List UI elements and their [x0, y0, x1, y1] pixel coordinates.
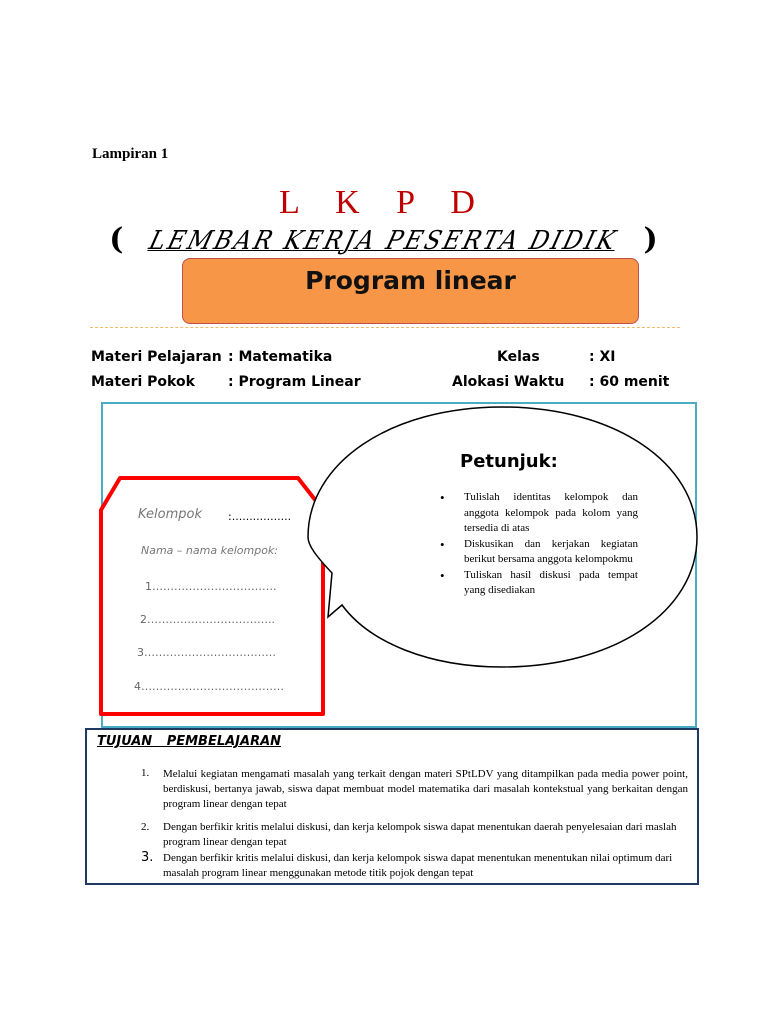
- alokasi-waktu-value: : 60 menit: [589, 374, 670, 390]
- materi-pokok-value: : Program Linear: [228, 374, 361, 390]
- member-line-4[interactable]: 4…………………………………: [134, 680, 284, 693]
- lampiran-label: Lampiran 1: [92, 146, 169, 162]
- petunjuk-list: [438, 490, 638, 599]
- petunjuk-item: • Tuliskan hasil diskusi pada tempat yang disediakan: [438, 568, 638, 599]
- tujuan-title: TUJUAN PEMBELAJARAN: [97, 734, 282, 749]
- objective-text: Dengan berfikir kritis melalui diskusi, dan kerja kelompok siswa dapat menentukan menentukan nilai optimum dari masalah program linear menggunakan metode titik pojok dengan tepat: [163, 852, 673, 879]
- subtitle-close-paren: ): [643, 222, 659, 257]
- nama-kelompok-label: Nama – nama kelompok:: [141, 544, 279, 557]
- objective-number: 1.: [141, 767, 150, 779]
- objective-text: Dengan berfikir kritis melalui diskusi, dan kerja kelompok siswa dapat menentukan daerah penyelesaian dari maslah program linear dengan tepat: [163, 821, 677, 848]
- kelas-label: Kelas: [497, 349, 540, 365]
- subtitle-text: LEMBAR KERJA PESERTA DIDIK: [146, 226, 622, 256]
- subtitle-open-paren: (: [109, 222, 125, 257]
- topic-banner-text: Program linear: [305, 266, 516, 295]
- materi-pelajaran-label: Materi Pelajaran: [91, 349, 222, 365]
- member-line-2[interactable]: 2……………………………..: [140, 613, 275, 626]
- petunjuk-title: Petunjuk:: [460, 451, 558, 472]
- objective-text: Melalui kegiatan mengamati masalah yang terkait dengan materi SPtLDV yang ditampilkan pada media power point, berdiskusi, bertanya jawab, siswa dapat membuat model matematika dari masalah kontekstual yang berkaitan dengan program linear dengan tepat: [163, 768, 688, 810]
- objective-number: 2.: [141, 821, 150, 833]
- petunjuk-item: • Tulislah identitas kelompok dan anggota kelompok pada kolom yang tersedia di atas: [438, 490, 638, 537]
- petunjuk-item: • Diskusikan dan kerjakan kegiatan berikut bersama anggota kelompokmu: [438, 537, 638, 568]
- kelas-value: : XI: [589, 349, 616, 365]
- objective-number: 3.: [141, 850, 154, 865]
- kelompok-input[interactable]: :.................: [228, 510, 292, 523]
- kelompok-label: Kelompok: [138, 507, 203, 522]
- materi-pelajaran-value: : Matematika: [228, 349, 333, 365]
- member-line-3[interactable]: 3………………………………: [137, 646, 276, 659]
- document-title: L K P D: [279, 184, 489, 221]
- alokasi-waktu-label: Alokasi Waktu: [452, 374, 565, 390]
- document-subtitle: [0, 222, 768, 257]
- member-line-1[interactable]: 1…………………………….: [145, 580, 277, 593]
- dashed-divider: [90, 327, 680, 328]
- materi-pokok-label: Materi Pokok: [91, 374, 195, 390]
